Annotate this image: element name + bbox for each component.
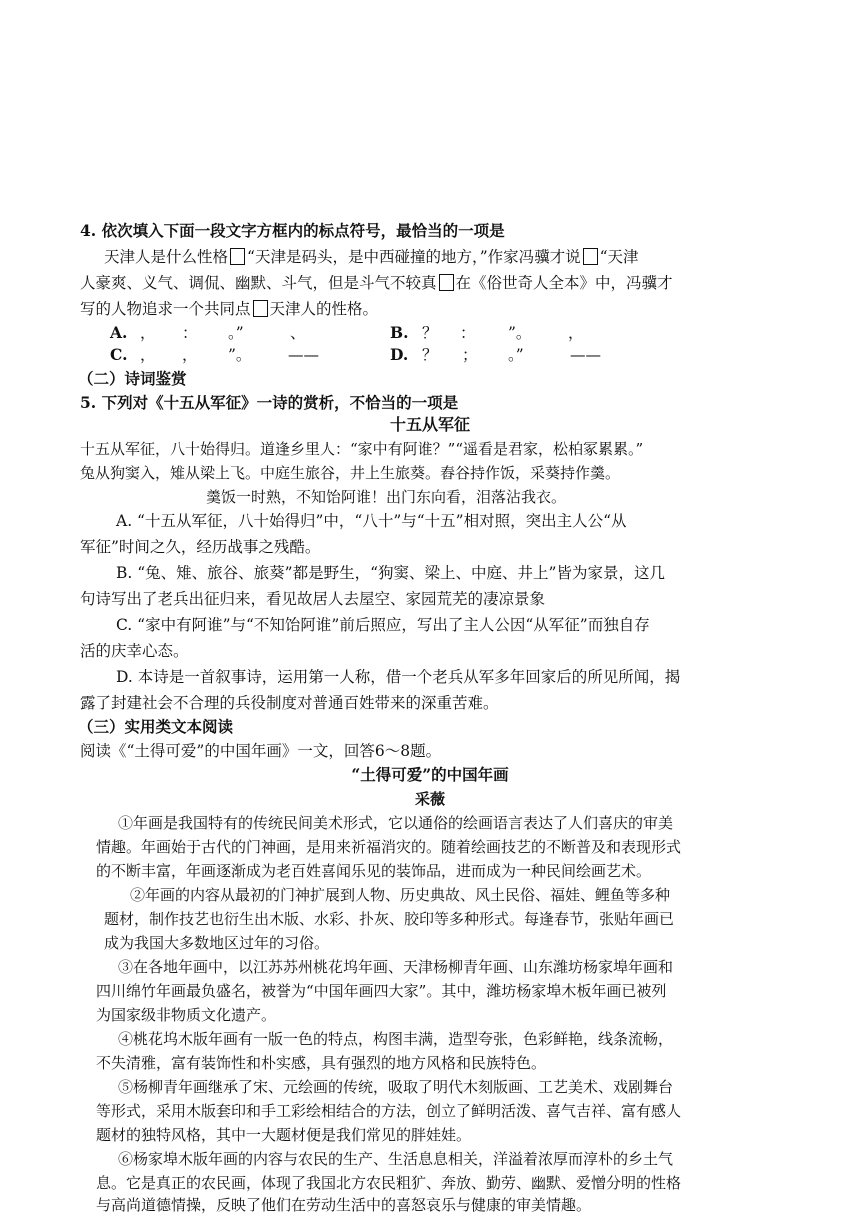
poem-line-3: 羹饭一时熟，不知饴阿谁！出门东向看，泪落沾我衣。 (206, 488, 567, 506)
option-mark: ， (140, 346, 156, 364)
para-1-line-2: 情趣。年画始于古代的门神画，是用来祈福消灾的。随着绘画技艺的不断普及和表现形式 (96, 838, 682, 856)
para-5-line-2: 等形式，采用木版套印和手工彩绘相结合的方法，创立了鲜明活泼、喜气吉祥、富有感人 (96, 1102, 682, 1120)
option-label: A. (110, 323, 128, 342)
q5-option-c-line-2: 活的庆幸心态。 (80, 642, 189, 660)
q4-text: “天津 (599, 248, 639, 266)
q4-text: 人豪爽、义气、调侃、幽默、斗气，但是斗气不较真 (80, 274, 437, 292)
q5-option-a-line-2: 军征”时间之久，经历战事之残酷。 (80, 538, 321, 556)
q5-option-a-line-1: A. “十五从军征，八十始得归”中，“八十”与“十五”相对照，突出主人公“从 (116, 512, 627, 530)
option-label: B. (390, 323, 409, 342)
option-mark: 、 (290, 324, 306, 342)
option-mark: ？ (422, 346, 438, 364)
q4-text: 天津人的性格。 (269, 300, 379, 318)
q5-option-b-line-1: B. “兔、雉、旅谷、旅葵”都是野生，“狗窦、梁上、中庭、井上”皆为家景，这几 (116, 564, 665, 582)
q4-text: “天津是码头，是中西碰撞的地方，”作家冯骥才说 (247, 248, 581, 266)
option-mark: ， (140, 324, 156, 342)
para-5-line-3: 题材的独特风格，其中一大题材便是我们常见的胖娃娃。 (96, 1126, 472, 1144)
blank-box-4 (253, 300, 268, 317)
para-4-line-1: ④桃花坞木版年画有一版一色的特点，构图丰满，造型夸张，色彩鲜艳，线条流畅， (118, 1030, 674, 1048)
q4-option-c[interactable] (110, 344, 319, 366)
option-mark: ”。 (508, 324, 532, 342)
para-2-line-3: 成为我国大多数地区过年的习俗。 (104, 934, 330, 952)
option-mark: 。” (508, 346, 524, 364)
reading-intro: 阅读《“土得可爱”的中国年画》一文，回答6～8题。 (80, 742, 442, 760)
option-mark: —— (570, 346, 601, 364)
q5-option-d-line-1: D. 本诗是一首叙事诗，运用第一人称，借一个老兵从军多年回家后的所见所闻，揭 (116, 668, 681, 686)
para-2-line-1: ②年画的内容从最初的门神扩展到人物、历史典故、风土民俗、福娃、鲤鱼等多种 (130, 886, 671, 904)
para-6-line-3: 与高尚道德情操，反映了他们在劳动生活中的喜怒哀乐与健康的审美情趣。 (96, 1196, 592, 1214)
poem-title: 十五从军征 (389, 415, 470, 434)
para-5-line-1: ⑤杨柳青年画继承了宋、元绘画的传统，吸取了明代木刻版画、工艺美术、戏剧舞台 (118, 1078, 674, 1096)
q4-passage-line-2 (80, 272, 673, 294)
option-mark: ， (182, 346, 198, 364)
q4-option-b[interactable] (390, 322, 584, 344)
para-1-line-1: ①年画是我国特有的传统民间美术形式，它以通俗的绘画语言表达了人们喜庆的审美 (118, 814, 674, 832)
q4-passage-line-3 (80, 298, 378, 320)
para-6-line-2: 息。它是真正的农民画，体现了我国北方农民粗犷、奔放、勤劳、幽默、爱憎分明的性格 (96, 1174, 682, 1192)
option-label: C. (110, 345, 128, 364)
article-title: “土得可爱”的中国年画 (351, 765, 509, 784)
poem-line-2: 兔从狗窦入，雉从梁上飞。中庭生旅谷，井上生旅葵。舂谷持作饭，采葵持作羹。 (80, 464, 621, 482)
q4-option-d[interactable] (390, 344, 601, 366)
q4-text: 天津人是什么性格 (104, 248, 229, 266)
blank-box-1 (230, 248, 245, 265)
option-mark: ？ (422, 324, 438, 342)
para-3-line-2: 四川绵竹年画最负盛名，被誉为“中国年画四大家”。其中，潍坊杨家埠木板年画已被列 (96, 982, 667, 1000)
option-mark: —— (288, 346, 319, 364)
q5-option-b-line-2: 句诗写出了老兵出征归来，看见故居人去屋空、家园荒芜的凄凉景象 (80, 590, 546, 608)
option-mark: ： (182, 324, 198, 342)
section-heading-poetry: （二）诗词鉴赏 (78, 369, 187, 388)
option-label: D. (390, 345, 409, 364)
article-author: 采薇 (414, 790, 445, 808)
option-mark: ； (462, 346, 478, 364)
section-heading-reading: （三）实用类文本阅读 (78, 717, 234, 736)
q5-option-d-line-2: 露了封建社会不合理的兵役制度对普通百姓带来的深重苦难。 (80, 694, 499, 712)
para-6-line-1: ⑥杨家埠木版年画的内容与农民的生产、生活息息相关，洋溢着浓厚而淳朴的乡土气 (118, 1150, 674, 1168)
para-4-line-2: 不失清雅，富有装饰性和朴实感，具有强烈的地方风格和民族特色。 (96, 1054, 547, 1072)
para-3-line-3: 为国家级非物质文化遗产。 (96, 1006, 277, 1024)
blank-box-2 (583, 248, 598, 265)
poem-line-1: 十五从军征，八十始得归。道逢乡里人：“家中有阿谁？”“遥看是君家，松柏冢累累。” (80, 440, 644, 458)
option-mark: ”。 (228, 346, 252, 364)
para-1-line-3: 的不断丰富，年画逐渐成为老百姓喜闻乐见的装饰品，进而成为一种民间绘画艺术。 (96, 862, 652, 880)
para-2-line-2: 题材，制作技艺也衍生出木版、水彩、扑灰、胶印等多种形式。每逢春节，张贴年画已 (104, 910, 675, 928)
q4-passage-line-1 (104, 246, 639, 268)
option-mark: ： (460, 324, 476, 342)
option-mark: ， (568, 324, 584, 342)
q4-option-a[interactable] (110, 322, 306, 344)
q4-text: 写的人物追求一个共同点 (80, 300, 251, 318)
q4-text: 在《俗世奇人全本》中，冯骥才 (455, 274, 673, 292)
q5-option-c-line-1: C. “家中有阿谁”与“不知饴阿谁”前后照应，写出了主人公因“从军征”而独自存 (116, 616, 650, 634)
para-3-line-1: ③在各地年画中，以江苏苏州桃花坞年画、天津杨柳青年画、山东潍坊杨家埠年画和 (118, 958, 674, 976)
blank-box-3 (439, 274, 454, 291)
q5-stem: 5. 下列对《十五从军征》一诗的赏析，不恰当的一项是 (80, 393, 459, 412)
q4-stem: 4. 依次填入下面一段文字方框内的标点符号，最恰当的一项是 (80, 221, 505, 240)
option-mark: 。” (228, 324, 244, 342)
